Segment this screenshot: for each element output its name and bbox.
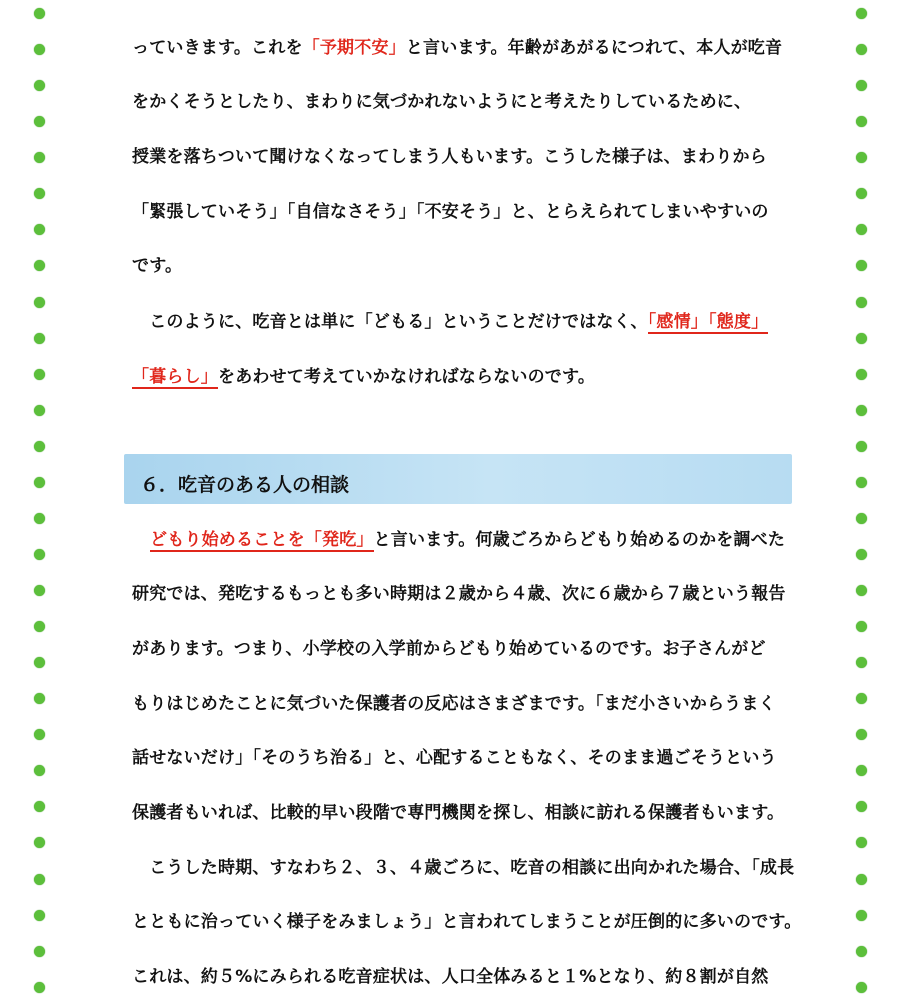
green-dot-decoration — [34, 729, 45, 740]
text-span: をあわせて考えていかなければならないのです。 — [218, 367, 596, 387]
green-dot-decoration — [856, 441, 867, 452]
green-dot-decoration — [34, 297, 45, 308]
green-dot-decoration — [34, 946, 45, 957]
green-dot-decoration — [34, 224, 45, 235]
green-dot-decoration — [34, 80, 45, 91]
green-dot-decoration — [856, 260, 867, 271]
green-dot-decoration — [856, 874, 867, 885]
green-dot-decoration — [34, 837, 45, 848]
green-dot-decoration — [34, 152, 45, 163]
text-line: 「緊張していそう」「自信なさそう」「不安そう」と、とらえられてしまいやすいの — [132, 202, 769, 222]
green-dot-decoration — [856, 837, 867, 848]
section-line: これは、約５%にみられる吃音症状は、人口全体みると１%となり、約８割が自然 — [132, 967, 769, 987]
green-dot-decoration — [856, 333, 867, 344]
green-dot-decoration — [34, 333, 45, 344]
green-dot-decoration — [34, 910, 45, 921]
green-dot-decoration — [34, 549, 45, 560]
green-dot-decoration — [34, 513, 45, 524]
left-dot-border — [34, 0, 48, 1007]
green-dot-decoration — [34, 441, 45, 452]
section-heading: ６．吃音のある人の相談 — [140, 474, 350, 496]
green-dot-decoration — [856, 946, 867, 957]
green-dot-decoration — [856, 188, 867, 199]
green-dot-decoration — [34, 369, 45, 380]
green-dot-decoration — [856, 80, 867, 91]
section-line: 保護者もいれば、比較的早い段階で専門機関を探し、相談に訪れる保護者もいます。 — [132, 803, 785, 823]
green-dot-decoration — [856, 982, 867, 993]
highlight-term-anticipatory-anxiety: 「予期不安」 — [302, 38, 406, 58]
section-line: とともに治っていく様子をみましょう」と言われてしまうことが圧倒的に多いのです。 — [132, 912, 802, 932]
green-dot-decoration — [34, 188, 45, 199]
text-span: と言います。年齢があがるにつれて、本人が吃音 — [405, 38, 783, 58]
green-dot-decoration — [856, 297, 867, 308]
text-span: っていきます。これを — [132, 38, 303, 58]
green-dot-decoration — [34, 765, 45, 776]
section-line: 研究では、発吃するもっとも多い時期は２歳から４歳、次に６歳から７歳という報告 — [132, 584, 786, 604]
green-dot-decoration — [34, 693, 45, 704]
green-dot-decoration — [856, 549, 867, 560]
green-dot-decoration — [34, 8, 45, 19]
green-dot-decoration — [856, 621, 867, 632]
green-dot-decoration — [34, 874, 45, 885]
green-dot-decoration — [856, 44, 867, 55]
section-line: 話せないだけ」「そのうち治る」と、心配することもなく、そのまま過ごそうという — [132, 748, 777, 768]
green-dot-decoration — [856, 152, 867, 163]
green-dot-decoration — [856, 224, 867, 235]
green-dot-decoration — [856, 657, 867, 668]
green-dot-decoration — [34, 405, 45, 416]
right-dot-border — [856, 0, 870, 1007]
green-dot-decoration — [34, 44, 45, 55]
highlight-emotion-attitude: 「感情」「態度」 — [647, 312, 769, 332]
green-dot-decoration — [856, 369, 867, 380]
green-dot-decoration — [856, 585, 867, 596]
highlight-living: 「暮らし」 — [132, 367, 218, 387]
green-dot-decoration — [34, 477, 45, 488]
green-dot-decoration — [856, 765, 867, 776]
green-dot-decoration — [34, 260, 45, 271]
text-line: をかくそうとしたり、まわりに気づかれないようにと考えたりしているために、 — [132, 92, 752, 112]
green-dot-decoration — [34, 657, 45, 668]
text-span: と言います。何歳ごろからどもり始めるのかを調べた — [373, 530, 786, 550]
text-line: 授業を落ちついて聞けなくなってしまう人もいます。こうした様子は、まわりから — [132, 147, 767, 167]
green-dot-decoration — [34, 982, 45, 993]
text-line — [132, 36, 782, 60]
green-dot-decoration — [856, 910, 867, 921]
green-dot-decoration — [34, 585, 45, 596]
green-dot-decoration — [34, 801, 45, 812]
green-dot-decoration — [856, 801, 867, 812]
highlight-onset-term: どもり始めることを「発吃」 — [150, 530, 374, 550]
green-dot-decoration — [856, 477, 867, 488]
section-line — [132, 528, 785, 552]
green-dot-decoration — [856, 693, 867, 704]
green-dot-decoration — [856, 405, 867, 416]
section-line: こうした時期、すなわち２、３、４歳ごろに、吃音の相談に出向かれた場合、「成長 — [132, 858, 795, 878]
green-dot-decoration — [856, 513, 867, 524]
green-dot-decoration — [856, 729, 867, 740]
green-dot-decoration — [34, 621, 45, 632]
text-span: このように、吃音とは単に「どもる」ということだけではなく、 — [132, 312, 648, 332]
text-line: です。 — [132, 256, 183, 276]
section-line: もりはじめたことに気づいた保護者の反応はさまざまです。「まだ小さいからうまく — [132, 694, 776, 714]
green-dot-decoration — [856, 8, 867, 19]
summary-line — [132, 310, 768, 334]
summary-line — [132, 365, 595, 389]
green-dot-decoration — [856, 116, 867, 127]
section-line: があります。つまり、小学校の入学前からどもり始めているのです。お子さんがど — [132, 639, 766, 659]
green-dot-decoration — [34, 116, 45, 127]
